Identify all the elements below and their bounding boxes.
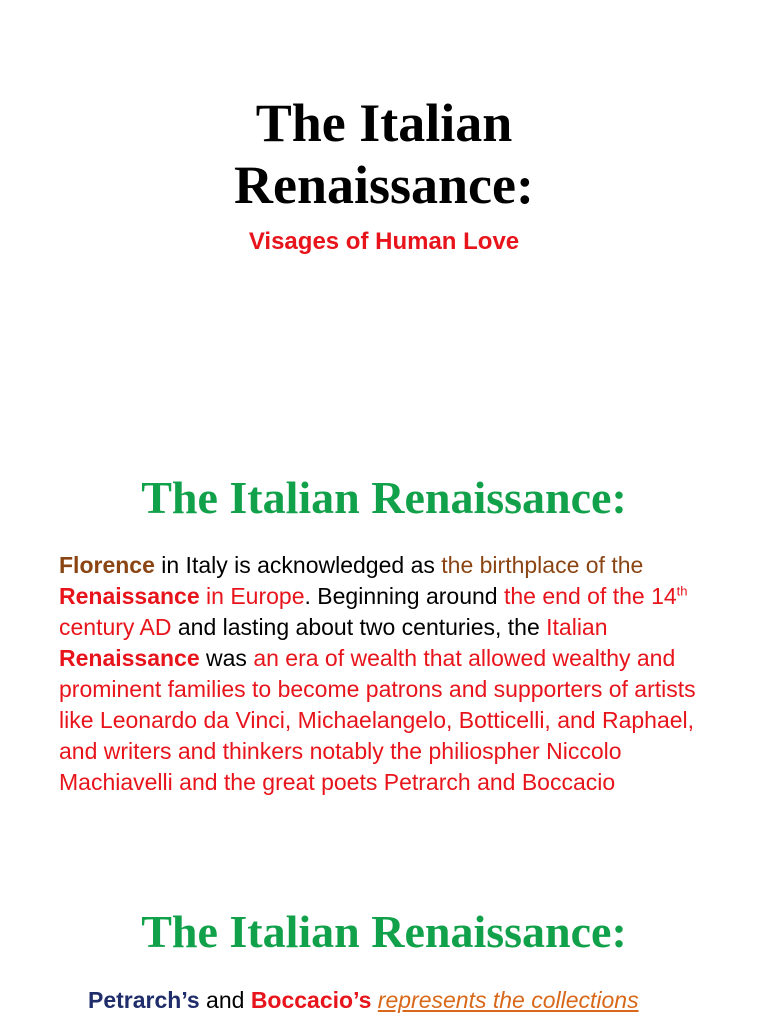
content-slide-2: [0, 860, 768, 1024]
main-title: [0, 92, 768, 216]
text-italian: Italian: [546, 614, 608, 640]
text-petrarch: Petrarch’s: [88, 987, 200, 1013]
main-title-line-1: The Italian: [255, 93, 513, 153]
text-boccacio: Boccacio’s: [250, 987, 372, 1013]
text-florence: Florence: [59, 552, 155, 578]
text-in-europe: in Europe: [199, 583, 305, 609]
main-title-line-2: Renaissance:: [234, 155, 534, 215]
text-renaissance: Renaissance: [59, 645, 200, 671]
body-paragraph: [59, 550, 719, 798]
text-end-of: the end of the 14: [504, 583, 677, 609]
text-represents: represents the collections: [377, 987, 639, 1013]
text-segment: and lasting about two centuries, the: [171, 614, 547, 640]
section-title: The Italian Renaissance:: [141, 906, 627, 957]
text-era: an era of wealth that allowed wealthy and prominent families to become patrons and supporters of artists like Leonardo da Vinci, Michaelangelo, Botticelli, and Raphael, and writers and thinkers notably the philiospher Niccolo Machiavelli and the great poets Petrarch and Boccacio: [59, 645, 696, 795]
content-slide-1: [0, 440, 768, 860]
text-segment: was: [199, 645, 254, 671]
body-paragraph: [88, 985, 708, 1016]
text-segment: in Italy is acknowledged as: [154, 552, 442, 578]
text-renaissance: Renaissance: [59, 583, 200, 609]
text-segment: and: [199, 987, 251, 1013]
text-superscript: th: [676, 583, 688, 599]
section-title: The Italian Renaissance:: [141, 472, 627, 523]
text-segment: . Beginning around: [304, 583, 504, 609]
subtitle: Visages of Human Love: [248, 228, 520, 255]
text-century: century AD: [59, 614, 172, 640]
title-slide: [0, 0, 768, 440]
text-birthplace: the birthplace of the: [441, 552, 644, 578]
